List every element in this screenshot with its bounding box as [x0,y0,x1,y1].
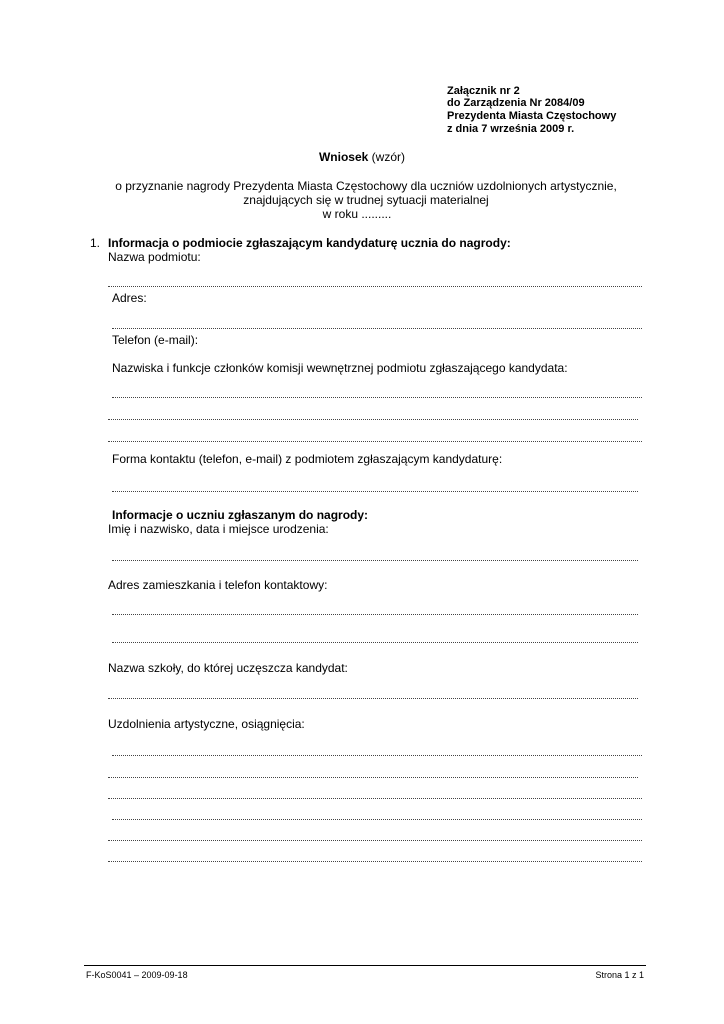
form-code: F-KoS0041 – 2009-09-18 [86,970,188,980]
section-1-number: 1. [90,236,101,250]
student-address-field-2[interactable] [112,642,638,643]
entity-name-field[interactable] [108,286,642,287]
address-field[interactable] [112,328,642,329]
contact-label: Forma kontaktu (telefon, e-mail) z podmiotem zgłaszającym kandydaturę: [112,452,503,466]
talents-field-2[interactable] [108,777,638,778]
mayor-title: Prezydenta Miasta Częstochowy [447,110,617,122]
subtitle-line-2: znajdujących się w trudnej sytuacji materialnej [243,193,489,207]
form-title-note: (wzór) [368,150,405,164]
talents-field-3[interactable] [108,798,642,799]
address-label: Adres: [112,291,147,305]
footer-divider [84,965,646,966]
talents-field-4[interactable] [112,819,642,820]
contact-field[interactable] [112,491,638,492]
section-1-heading: Informacja o podmiocie zgłaszającym kandydaturę ucznia do nagrody: [108,236,511,250]
student-address-label: Adres zamieszkania i telefon kontaktowy: [108,578,328,592]
student-name-field[interactable] [112,560,638,561]
page-number: Strona 1 z 1 [595,970,644,980]
talents-field-1[interactable] [112,755,642,756]
talents-label: Uzdolnienia artystyczne, osiągnięcia: [108,717,305,731]
committee-field-3[interactable] [108,441,642,442]
committee-field-2[interactable] [108,419,638,420]
ordinance-number: do Zarządzenia Nr 2084/09 [447,97,585,109]
subtitle-line-3: w roku ......... [322,207,392,221]
attachment-number: Załącznik nr 2 [447,85,520,97]
form-title [0,150,724,164]
talents-field-5[interactable] [108,840,642,841]
subtitle-line-1: o przyznanie nagrody Prezydenta Miasta Częstochowy dla uczniów uzdolnionych artystycznie, [115,179,617,193]
student-address-field-1[interactable] [112,614,638,615]
school-label: Nazwa szkoły, do której uczęszcza kandydat: [108,661,348,675]
entity-name-label: Nazwa podmiotu: [108,250,201,264]
student-name-label: Imię i nazwisko, data i miejsce urodzenia: [108,522,329,536]
form-title-main: Wniosek [318,150,369,164]
ordinance-date: z dnia 7 września 2009 r. [447,123,575,135]
phone-label: Telefon (e-mail): [112,333,199,347]
talents-field-6[interactable] [108,861,642,862]
section-2-heading: Informacje o uczniu zgłaszanym do nagrody: [112,508,369,522]
committee-field-1[interactable] [112,397,642,398]
committee-label: Nazwiska i funkcje członków komisji wewnętrznej podmiotu zgłaszającego kandydata: [112,361,568,375]
school-field[interactable] [108,698,638,699]
